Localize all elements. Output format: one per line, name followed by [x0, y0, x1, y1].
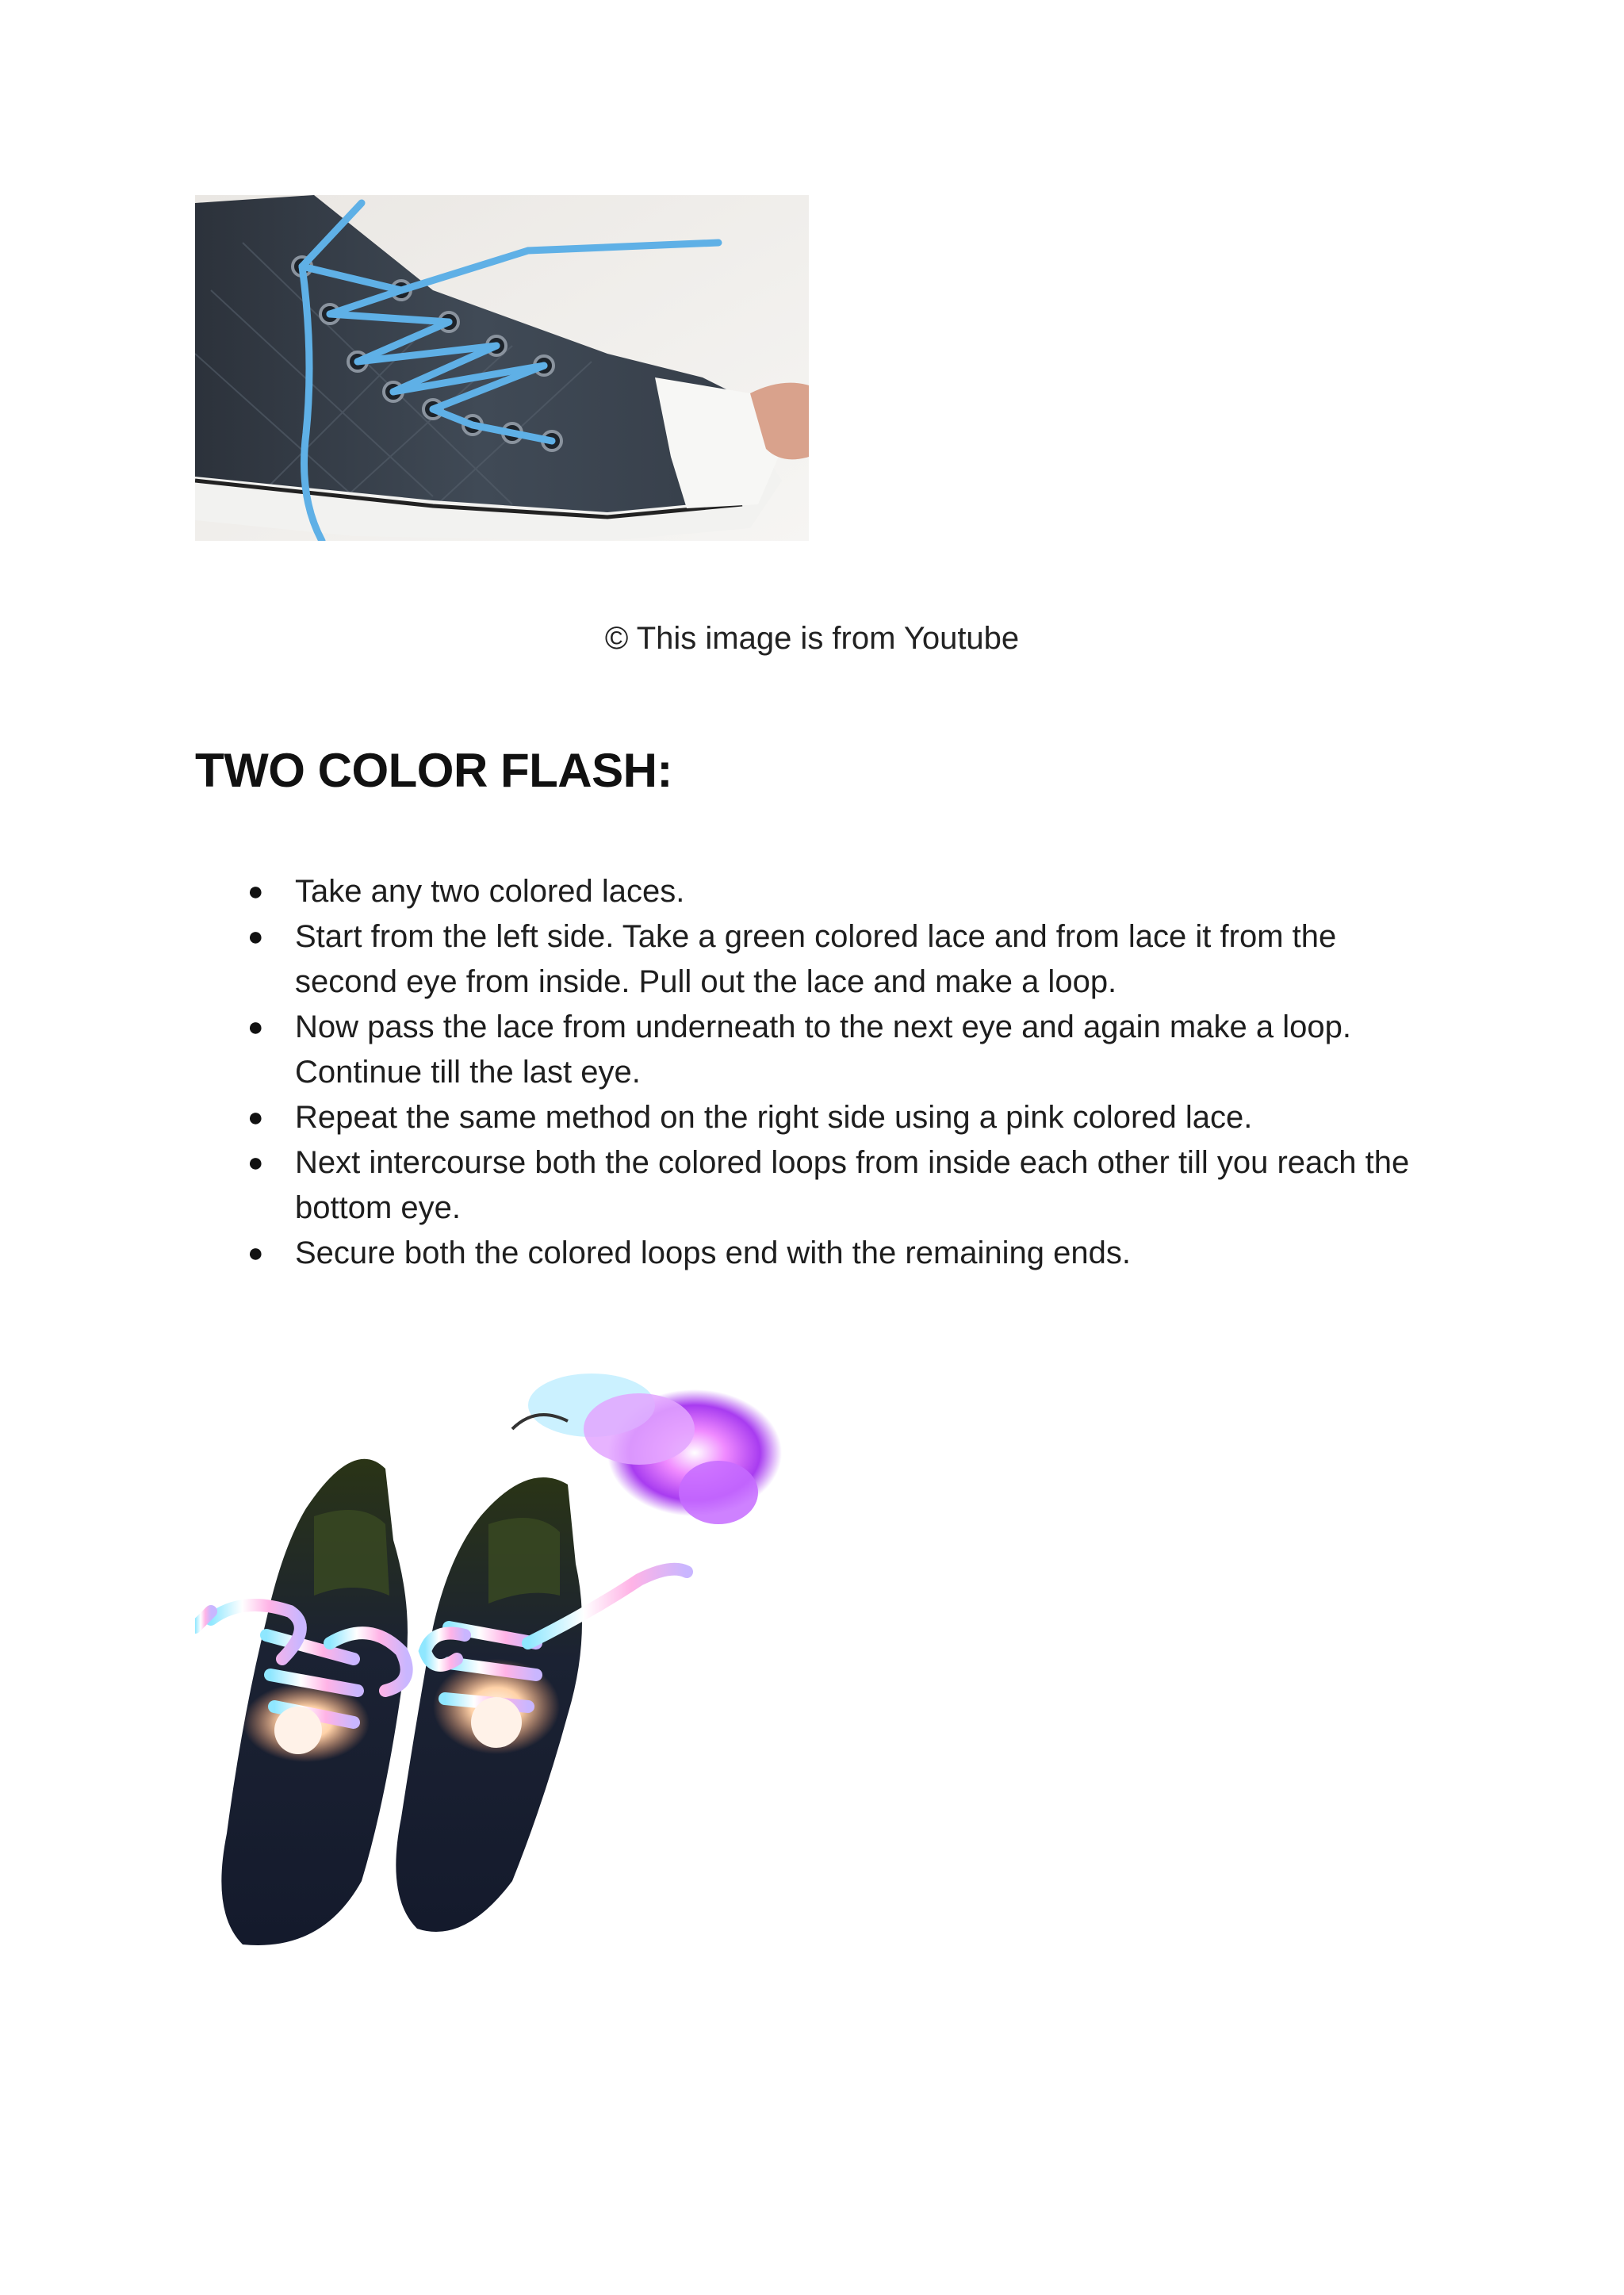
step-text: Start from the left side. Take a green colored lace and from lace it from the second eye from inside. Pull out the lace and make a loop. — [295, 919, 1337, 999]
section-heading: TWO COLOR FLASH: — [195, 744, 672, 797]
step-text: Take any two colored laces. — [295, 874, 685, 909]
step-text: Secure both the colored loops end with the remaining ends. — [295, 1236, 1132, 1270]
step-text: Next intercourse both the colored loops from inside each other till you reach the bottom eye. — [295, 1145, 1410, 1225]
glowing-led-laces-shoes-image — [195, 1358, 809, 1965]
bullet-icon: ● — [247, 1012, 264, 1042]
bullet-icon: ● — [247, 921, 264, 952]
step-text: Now pass the lace from underneath to the next eye and again make a loop. Continue till the last eye. — [295, 1010, 1351, 1090]
bullet-icon: ● — [247, 1102, 264, 1132]
list-item — [195, 1140, 1416, 1231]
list-item — [195, 914, 1416, 1005]
bullet-icon: ● — [247, 876, 264, 906]
steps-list — [195, 869, 1416, 1276]
list-item — [195, 869, 1416, 914]
bullet-icon: ● — [247, 1148, 264, 1178]
list-item — [195, 1005, 1416, 1095]
list-item — [195, 1095, 1416, 1140]
sneaker-blue-laces-image — [195, 195, 809, 541]
bullet-icon: ● — [247, 1238, 264, 1268]
image-caption: © This image is from Youtube — [604, 621, 1020, 656]
step-text: Repeat the same method on the right side using a pink colored lace. — [295, 1100, 1253, 1135]
list-item — [195, 1231, 1416, 1276]
